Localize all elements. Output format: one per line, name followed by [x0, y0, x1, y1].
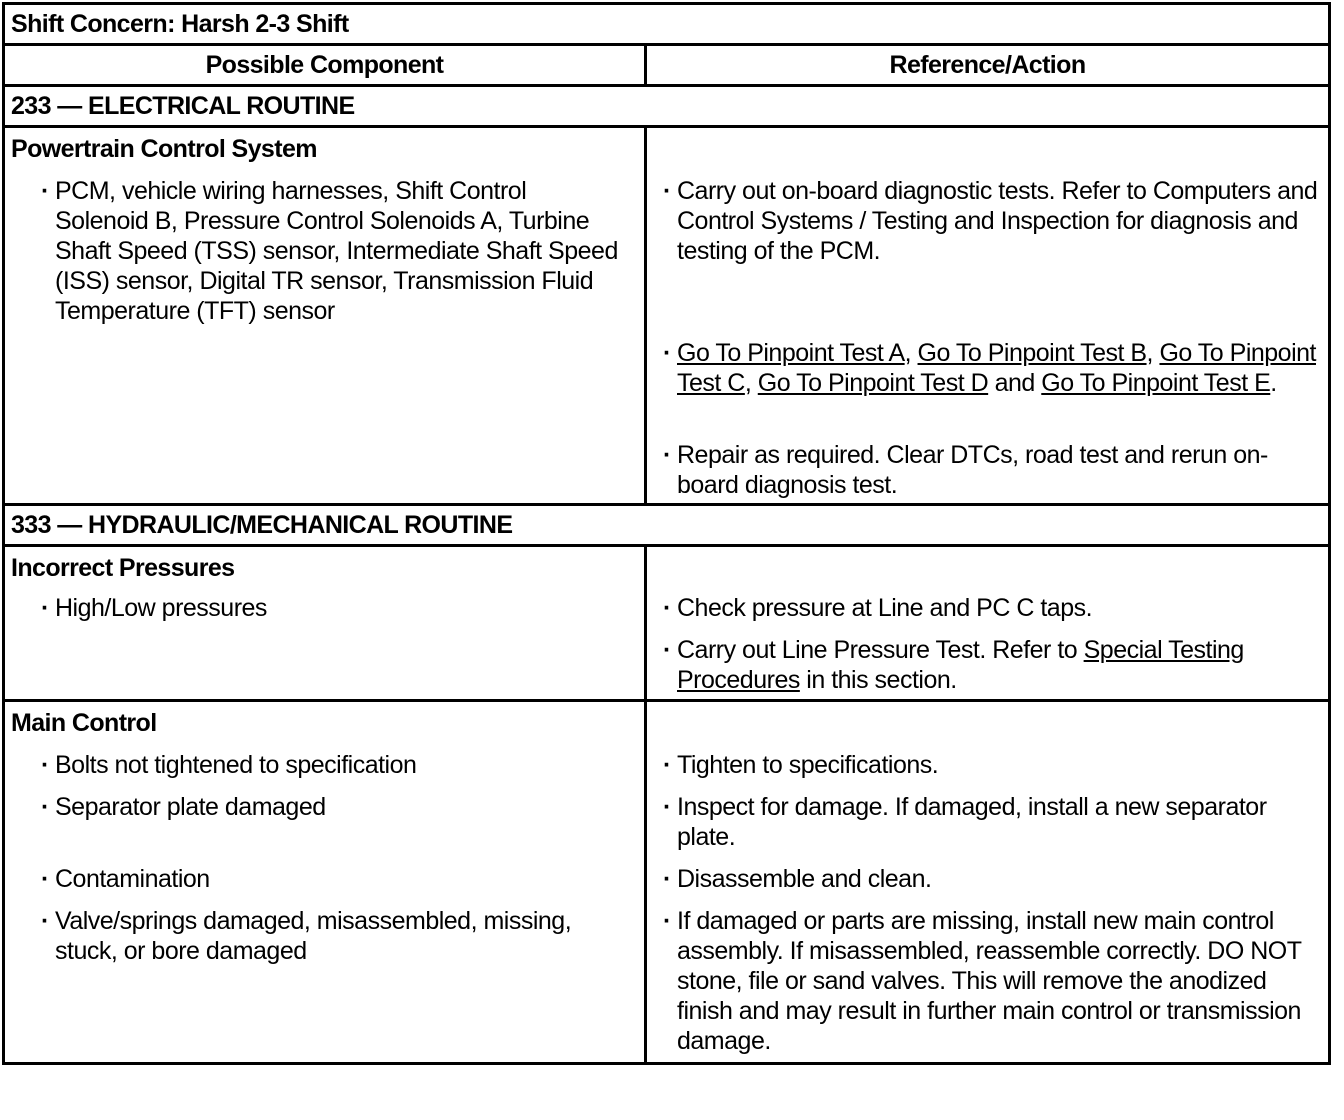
bullet-icon: · — [41, 594, 49, 622]
component-cell — [4, 127, 646, 505]
component-item — [41, 864, 620, 894]
component-text: Bolts not tightened to specification — [55, 751, 417, 779]
shift-concern-table-container — [2, 2, 1328, 1065]
bullet-icon: · — [41, 751, 49, 779]
bullet-icon: · — [663, 177, 671, 205]
bullet-icon: · — [41, 865, 49, 893]
action-item — [663, 906, 1320, 1056]
action-cell — [646, 546, 1330, 701]
action-text: If damaged or parts are missing, install new main control assembly. If misassembled, reassemble correctly. DO NOT stone, file or sand valves. This will remove the anodized finish and may result in further main control or transmission damage. — [677, 907, 1302, 1055]
header-possible-component: Possible Component — [4, 45, 646, 86]
routine-heading: 333 — HYDRAULIC/MECHANICAL ROUTINE — [4, 505, 1330, 546]
action-item: · Carry out Line Pressure Test. Refer to Special Testing Procedures in this section. — [663, 636, 1244, 694]
action-cell — [646, 127, 1330, 505]
component-item — [41, 750, 620, 780]
pinpoint-test-b-link[interactable]: Go To Pinpoint Test B — [917, 339, 1147, 367]
bullet-icon: · — [663, 751, 671, 779]
action-text: Check pressure at Line and PC C taps. — [677, 594, 1093, 622]
action-text: Disassemble and clean. — [677, 865, 932, 893]
component-text: Contamination — [55, 865, 210, 893]
component-group-title: Main Control — [11, 709, 157, 737]
header-reference-action: Reference/Action — [646, 45, 1330, 86]
special-testing-procedures-link[interactable]: Special Testing Procedures — [677, 636, 1244, 694]
action-item — [663, 440, 1320, 500]
component-item — [41, 593, 620, 623]
action-text: Carry out on-board diagnostic tests. Refer to Computers and Control Systems / Testing and Inspection for diagnosis and testing of the PCM. — [677, 177, 1318, 265]
pinpoint-test-a-link[interactable]: Go To Pinpoint Test A — [677, 339, 905, 367]
action-item — [663, 750, 1320, 780]
bullet-icon: · — [663, 339, 671, 367]
component-item — [41, 906, 620, 966]
bullet-icon: · — [663, 907, 671, 935]
action-item-pinpoint-tests: · Go To Pinpoint Test A, Go To Pinpoint Test B, Go To Pinpoint Test C, Go To Pinpoint Test D and Go To Pinpoint Test E. — [663, 339, 1316, 397]
component-cell — [4, 701, 646, 1064]
bullet-icon: · — [41, 793, 49, 821]
action-item — [663, 792, 1320, 852]
bullet-icon: · — [663, 865, 671, 893]
action-item — [663, 864, 1320, 894]
bullet-icon: · — [663, 594, 671, 622]
bullet-icon: · — [663, 636, 671, 664]
action-text: Inspect for damage. If damaged, install a new separator plate. — [677, 793, 1267, 851]
bullet-icon: · — [663, 793, 671, 821]
component-text: Separator plate damaged — [55, 793, 326, 821]
action-text: Tighten to specifications. — [677, 751, 939, 779]
component-item — [41, 792, 620, 822]
bullet-icon: · — [41, 177, 49, 205]
bullet-icon: · — [41, 907, 49, 935]
pinpoint-test-e-link[interactable]: Go To Pinpoint Test E — [1041, 369, 1271, 397]
pinpoint-test-c-link[interactable]: Go To Pinpoint Test C — [677, 339, 1316, 397]
component-cell — [4, 546, 646, 701]
bullet-icon: · — [663, 441, 671, 469]
routine-heading: 233 — ELECTRICAL ROUTINE — [4, 86, 1330, 127]
component-group-title: Incorrect Pressures — [11, 554, 235, 582]
component-group-title: Powertrain Control System — [11, 135, 317, 163]
component-text: Valve/springs damaged, misassembled, missing, stuck, or bore damaged — [55, 907, 572, 965]
action-text: Repair as required. Clear DTCs, road test and rerun on-board diagnosis test. — [677, 441, 1268, 499]
action-item — [663, 176, 1320, 266]
action-cell — [646, 701, 1330, 1064]
component-text: High/Low pressures — [55, 594, 267, 622]
table-title: Shift Concern: Harsh 2-3 Shift — [4, 4, 1330, 45]
component-text: PCM, vehicle wiring harnesses, Shift Control Solenoid B, Pressure Control Solenoids A, Turbine Shaft Speed (TSS) sensor, Intermediate Shaft Speed (ISS) sensor, Digital TR sensor, Transmission Fluid Temperature (TFT) sensor — [55, 177, 618, 325]
pinpoint-test-d-link[interactable]: Go To Pinpoint Test D — [757, 369, 989, 397]
shift-concern-table — [2, 2, 1331, 1065]
component-item — [41, 176, 620, 326]
action-item — [663, 593, 1320, 623]
